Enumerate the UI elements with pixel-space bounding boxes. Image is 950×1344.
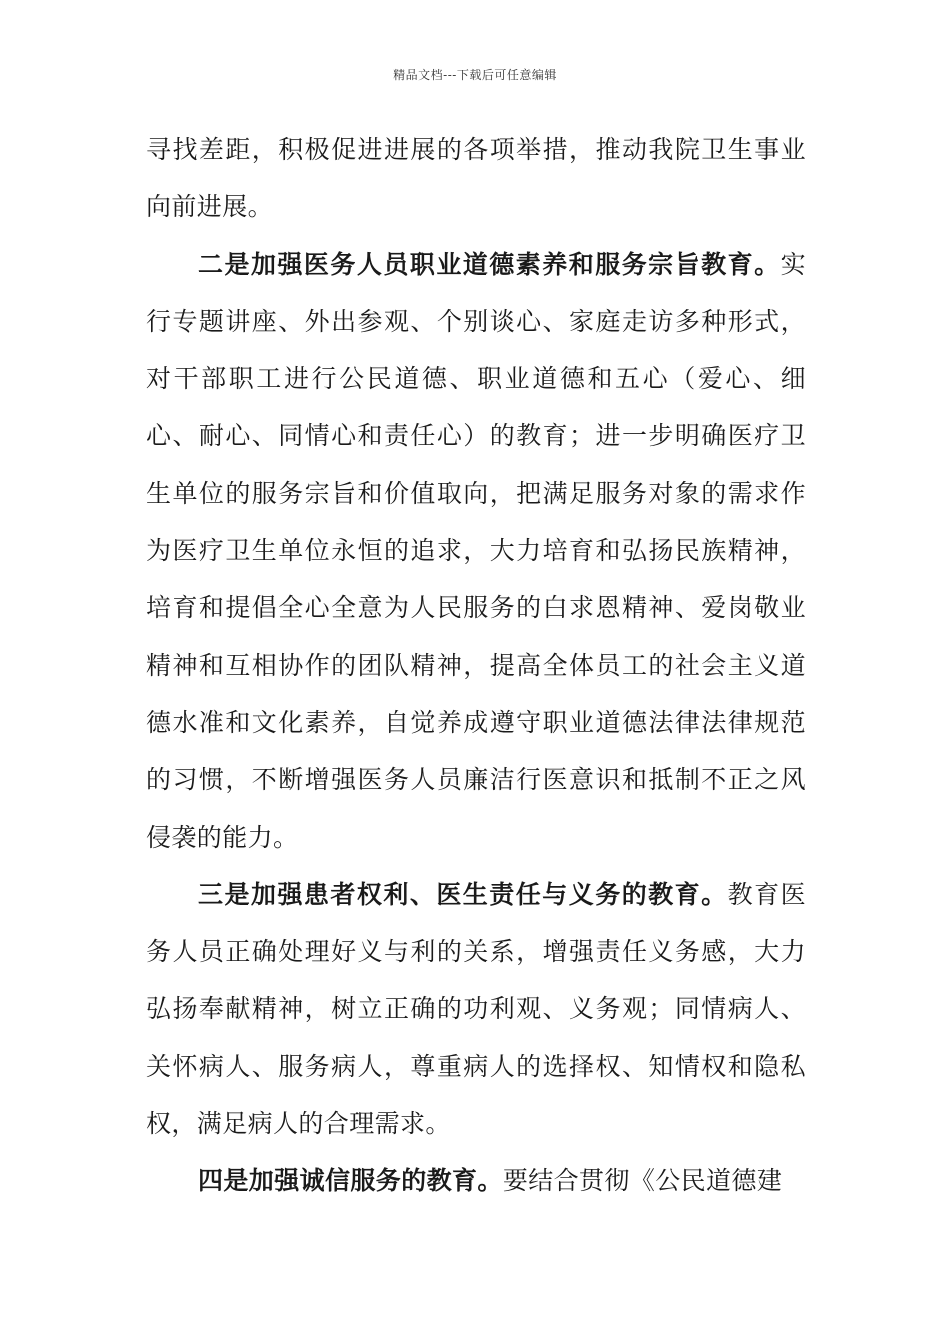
page-header-note: 精品文档---下载后可任意编辑 bbox=[393, 68, 557, 82]
paragraph-text: 实行专题讲座、外出参观、个别谈心、家庭走访多种形式，对干部职工进行公民道德、职业道德和五心（爱心、细心、耐心、同情心和责任心）的教育；进一步明确医疗卫生单位的服务宗旨和价值取向，把满足服务对象的需求作为医疗卫生单位永恒的追求，大力培育和弘扬民族精神，培育和提倡全心全意为人民服务的白求恩精神、爱岗敬业精神和互相协作的团队精神，提高全体员工的社会主义道德水准和文化素养，自觉养成遵守职业道德法律法律规范的习惯，不断增强医务人员廉洁行医意识和抵制不正之风侵袭的能力。 bbox=[146, 249, 806, 852]
document-body bbox=[146, 121, 806, 1210]
paragraph-lead-heading: 三是加强患者权利、医生责任与义务的教育。 bbox=[198, 879, 728, 909]
paragraph-text: 要结合贯彻《公民道德建 bbox=[502, 1166, 783, 1196]
paragraph-lead-heading: 二是加强医务人员职业道德素养和服务宗旨教育。 bbox=[198, 249, 781, 279]
paragraph-text: 寻找差距，积极促进进展的各项举措，推动我院卫生事业向前进展。 bbox=[146, 135, 806, 222]
paragraph-continuation bbox=[146, 121, 806, 236]
paragraph-ethics-education bbox=[146, 236, 806, 866]
paragraph-patient-rights bbox=[146, 866, 806, 1152]
paragraph-lead-heading: 四是加强诚信服务的教育。 bbox=[198, 1166, 503, 1196]
paragraph-integrity-service bbox=[146, 1152, 806, 1209]
paragraph-text: 教育医务人员正确处理好义与利的关系，增强责任义务感，大力弘扬奉献精神，树立正确的功利观、义务观；同情病人、关怀病人、服务病人，尊重病人的选择权、知情权和隐私权，满足病人的合理需求。 bbox=[146, 879, 806, 1139]
